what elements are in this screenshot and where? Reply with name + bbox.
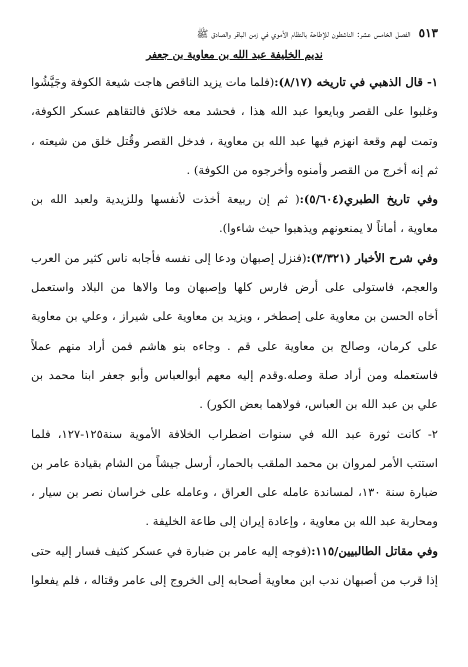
text-line: استتب الأمر لمروان بن محمد الملقب بالحمار، أرسل جيشاً من الشام بقيادة عامر بن — [31, 455, 438, 470]
text-line-content: (فنزل إصبهان ودعا إلى نفسه فأجابه ناس كثير من العرب — [31, 250, 307, 265]
text-line: والعجم، فاستولى على أرض فارس كلها وإصبهان وما والاها من البلاد واستعمل — [31, 280, 438, 295]
text-line: على كرمان، وصالح بن معاوية على قم . وجاءه بنو هاشم فمن أراد منهم عملاً — [31, 338, 438, 353]
text-line: ضبارة سنة ١٣٠، لمساندة عامله على العراق ، وعامله على خراسان نصر بن سيار ، — [31, 485, 438, 500]
section-heading: نديم الخليفة عبد الله بن معاوية بن جعفر — [146, 49, 323, 61]
citation-label: وفي تاريخ الطبري(٥/٦٠٤): — [299, 192, 438, 207]
running-title: الفصل الخامس عشر: الناشطون للإطاحة بالنظام الأموي في زمن الباقر والصادق ﷺ — [196, 29, 411, 40]
text-line — [31, 537, 438, 566]
text-line: فاستعمله ومن أراد صلة وصله.وقدم إليه معهم أبوالعباس وأبو جعفر ابنا محمد بن — [31, 367, 438, 382]
text-line: أخاه الحسن بن معاوية على إصطخر ، ويزيد بن معاوية على شيراز ، وعلي بن معاوية — [31, 309, 438, 324]
text-line-content: ( ثم إن ربيعة أخذت لأنفسها وللزيدية ولعبد الله بن — [31, 192, 300, 207]
body-text — [31, 68, 438, 595]
text-line-content: (فوجه إليه عامر بن ضبارة في عسكر كثيف فسار إليه حتى — [31, 543, 312, 558]
citation-label: وفي شرح الأخبار (٣/٣٢١): — [306, 250, 438, 265]
text-line: وغلبوا على القصر وبايعوا عبد الله هذا ، فحشد معه خلائق فالتقاهم عسكر الكوفة، — [31, 104, 438, 119]
citation-label: وفي مقاتل الطالبيين/١١٥: — [311, 543, 438, 558]
running-header — [31, 26, 438, 40]
text-line — [31, 185, 438, 214]
text-line: ومحاربة عبد الله بن معاوية ، وإعادة إيران إلى طاعة الخليفة . — [145, 514, 438, 529]
text-line: ٢- كانت ثورة عبد الله في سنوات اضطراب الخلافة الأموية سنة١٢٥-١٢٧، فلما — [31, 426, 438, 441]
text-line: معاوية ، أماناً لا يمنعونهم ويذهبوا حيث شاءوا). — [218, 221, 438, 236]
text-line — [31, 68, 438, 97]
text-line: علي بن عبد الله بن العباس، فولاهما بعض الكور) . — [199, 397, 438, 412]
text-line: وتمت لهم وقعة انهزم فيها عبد الله بن معاوية ، فدخل القصر وقُتل خلق من شيعته ، — [31, 133, 438, 148]
text-line-content: (فلما مات يزيد الناقص هاجت شيعة الكوفة وجَيَّشُوا — [31, 75, 275, 89]
page-number: ٥١٣ — [418, 26, 438, 40]
citation-label: ١- قال الذهبي في تاريخه (٨/١٧): — [274, 75, 438, 89]
text-line: إذا قرب من أصبهان ندب ابن معاوية أصحابه إلى الخروج إلى عامر وقتاله ، فلم يفعلوا — [31, 573, 438, 588]
text-line: ثم إنه أخرج من القصر وأمنوه وأخرجوه من الكوفة) . — [186, 162, 438, 177]
text-line — [31, 244, 438, 273]
